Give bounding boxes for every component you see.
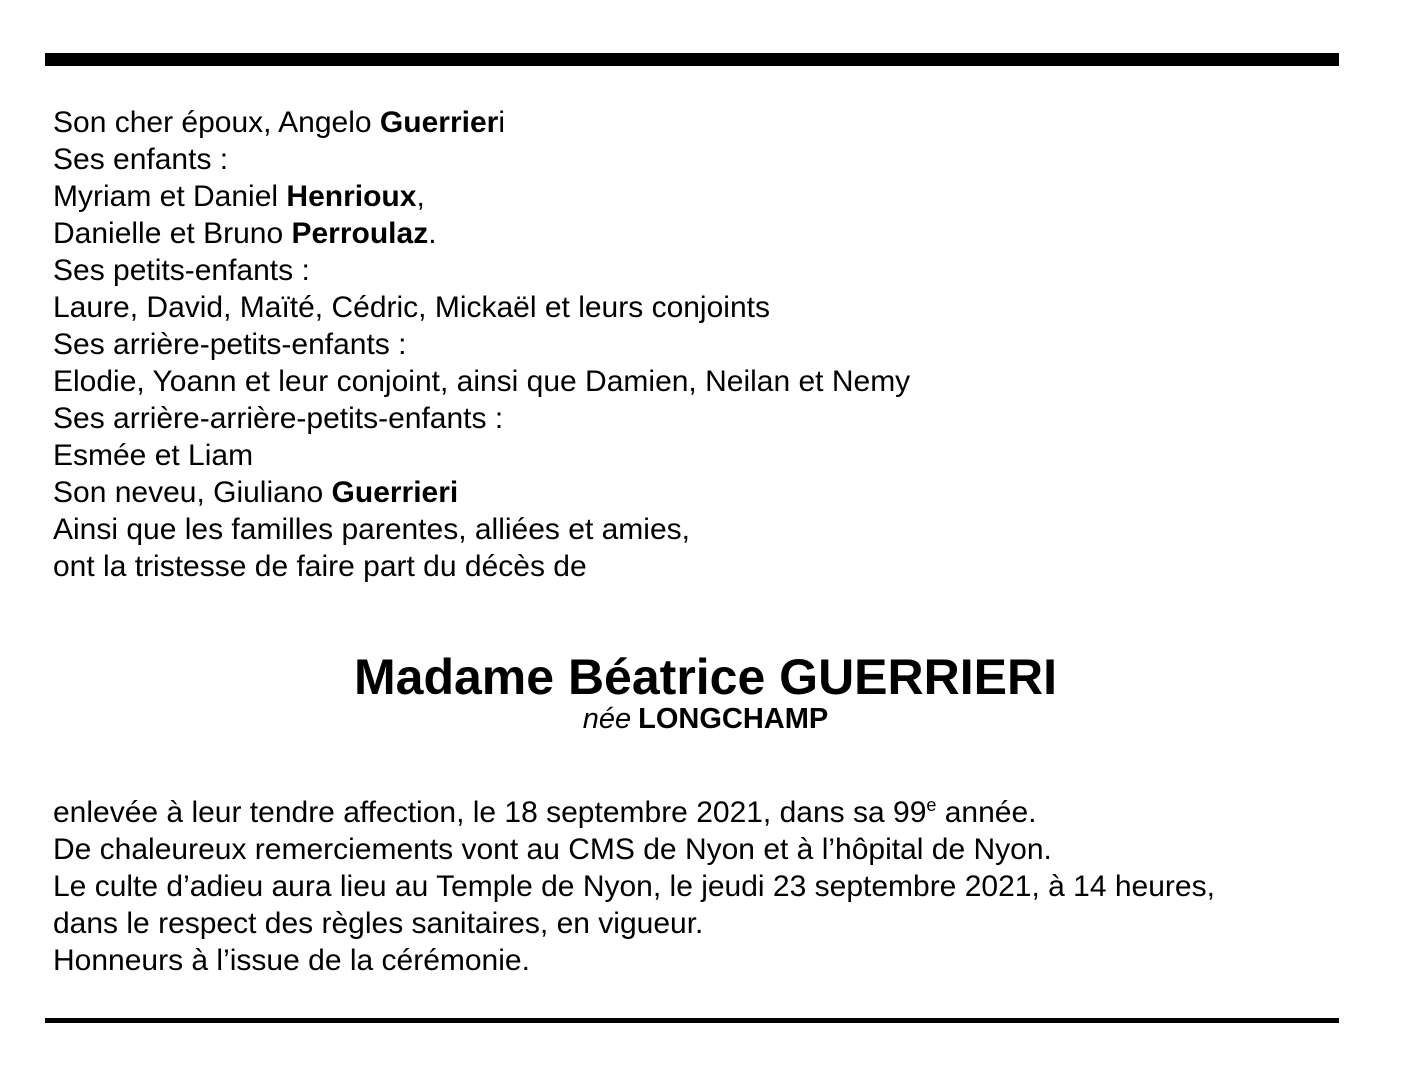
- top-rule: [45, 53, 1339, 66]
- text-line: [53, 548, 910, 585]
- text-segment: Ses petits-enfants :: [53, 254, 310, 287]
- family-lines-block: [53, 104, 910, 585]
- text-segment: Guerrier: [379, 106, 499, 139]
- text-segment: Ses arrière-petits-enfants :: [53, 328, 407, 361]
- text-line: [53, 215, 910, 252]
- text-segment: Elodie, Yoann et leur conjoint, ainsi que Damien, Neilan et Nemy: [53, 365, 911, 398]
- maiden-name: LONGCHAMP: [638, 703, 829, 735]
- text-line: [53, 511, 910, 548]
- maiden-prefix: née: [582, 703, 632, 735]
- text-segment: Honneurs à l’issue de la cérémonie.: [53, 944, 530, 977]
- text-segment: ont la tristesse de faire part du décès de: [53, 550, 587, 583]
- text-segment: Guerrieri: [331, 476, 459, 509]
- text-segment: Ainsi que les familles parentes, alliées et amies,: [53, 513, 690, 546]
- text-segment: Danielle et Bruno: [53, 217, 292, 250]
- deceased-name-title: Madame Béatrice GUERRIERI: [353, 649, 1057, 705]
- text-segment: ,: [416, 180, 425, 213]
- text-line: [53, 474, 910, 511]
- text-line: [53, 905, 1215, 942]
- text-line: [53, 104, 910, 141]
- text-line: [53, 437, 910, 474]
- text-segment: Henrioux: [286, 180, 417, 213]
- text-line: [53, 178, 910, 215]
- text-line: [53, 794, 1215, 831]
- text-segment: Son neveu, Giuliano: [53, 476, 332, 509]
- bottom-rule: [45, 1018, 1339, 1023]
- text-segment: Esmée et Liam: [53, 439, 254, 472]
- text-segment: e: [926, 795, 937, 815]
- text-line: [53, 942, 1215, 979]
- text-line: [53, 252, 910, 289]
- text-line: [53, 363, 910, 400]
- maiden-name-line: [58, 701, 1353, 737]
- details-lines-block: [53, 794, 1215, 979]
- text-segment: i: [498, 106, 505, 139]
- text-line: [53, 831, 1215, 868]
- text-segment: Son cher époux, Angelo: [53, 106, 380, 139]
- text-line: [53, 289, 910, 326]
- text-segment: Le culte d’adieu aura lieu au Temple de Nyon, le jeudi 23 septembre 2021, à 14 heures,: [53, 870, 1215, 903]
- text-segment: Ses arrière-arrière-petits-enfants :: [53, 402, 504, 435]
- text-segment: Laure, David, Maïté, Cédric, Mickaël et leurs conjoints: [53, 291, 770, 324]
- text-segment: enlevée à leur tendre affection, le 18 septembre 2021, dans sa 99: [53, 796, 927, 829]
- text-line: [53, 400, 910, 437]
- text-line: [53, 868, 1215, 905]
- text-segment: dans le respect des règles sanitaires, en vigueur.: [53, 907, 704, 940]
- text-segment: De chaleureux remerciements vont au CMS de Nyon et à l’hôpital de Nyon.: [53, 833, 1052, 866]
- text-segment: Myriam et Daniel: [53, 180, 287, 213]
- text-segment: .: [428, 217, 437, 250]
- text-segment: Perroulaz: [291, 217, 429, 250]
- text-segment: Ses enfants :: [53, 143, 229, 176]
- text-segment: année.: [936, 796, 1037, 829]
- text-line: [53, 326, 910, 363]
- text-line: [53, 141, 910, 178]
